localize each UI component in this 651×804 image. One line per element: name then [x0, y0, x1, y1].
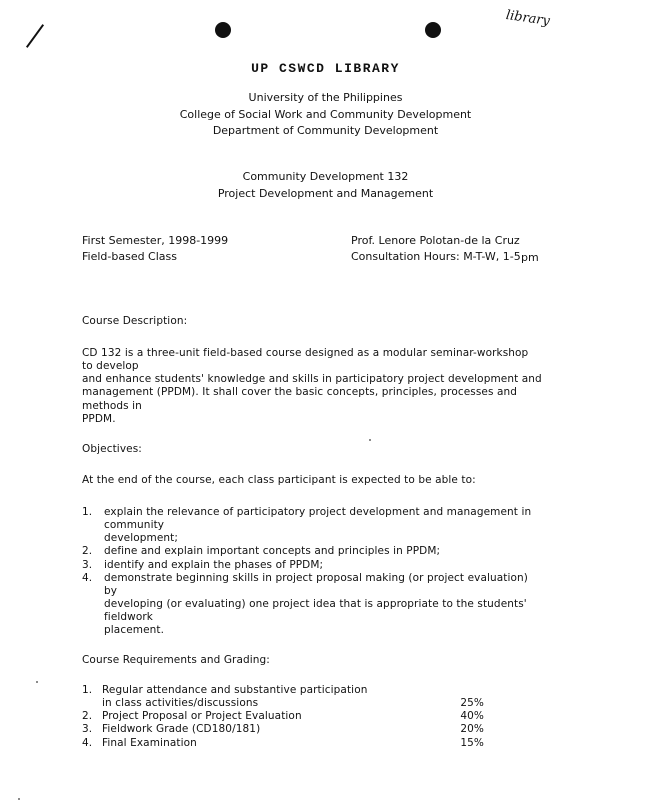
list-text [104, 506, 542, 545]
list-text [104, 572, 542, 638]
list-line: placement. [104, 624, 165, 637]
grade-line: Regular attendance and substantive participation [102, 684, 368, 696]
list-line: identify and explain the phases of PPDM; [104, 558, 324, 571]
speck-mark [369, 439, 371, 441]
table-row [82, 723, 482, 736]
binder-hole-icon [215, 22, 231, 38]
binder-hole-icon [425, 22, 441, 38]
objectives-intro: At the end of the course, each class participant is expected to be able to: [82, 474, 476, 486]
list-item [82, 545, 542, 558]
speck-mark [36, 681, 38, 683]
grade-line: in class activities/discussions [102, 697, 259, 710]
table-row [82, 684, 482, 710]
requirements-heading: Course Requirements and Grading: [82, 654, 270, 666]
list-item [82, 572, 542, 638]
grade-line: Final Examination [102, 736, 197, 749]
library-stamp: UP CSWCD LIBRARY [251, 61, 400, 76]
class-type: Field-based Class [82, 250, 177, 263]
course-description [82, 347, 542, 426]
table-row [82, 737, 482, 750]
objectives-list [82, 506, 542, 637]
grade-percent: 25% [460, 697, 484, 709]
university-name: University of the Philippines [248, 91, 403, 104]
grade-percent: 40% [460, 710, 484, 723]
grade-number: 2. [82, 710, 93, 723]
course-title: Project Development and Management [217, 187, 434, 200]
description-line: PPDM. [82, 412, 116, 425]
grade-line: Project Proposal or Project Evaluation [102, 710, 302, 723]
grade-number: 4. [82, 736, 93, 749]
grade-label [102, 723, 438, 736]
professor-name: Prof. Lenore Polotan-de la Cruz [351, 234, 520, 247]
consultation-hours-suffix: pm [521, 251, 539, 264]
grade-label [102, 684, 438, 710]
list-item [82, 559, 542, 572]
grade-number: 1. [82, 684, 93, 696]
requirements-list [82, 684, 482, 750]
grade-line: Fieldwork Grade (CD180/181) [102, 723, 261, 736]
pen-mark-icon [26, 24, 44, 48]
list-number: 1. [82, 506, 93, 518]
description-heading: Course Description: [82, 315, 188, 327]
list-text [104, 545, 542, 558]
list-line: development; [104, 532, 179, 545]
objectives-heading: Objectives: [82, 443, 142, 455]
list-number: 4. [82, 571, 93, 584]
college-name: College of Social Work and Community Development [179, 108, 472, 121]
list-line: define and explain important concepts and principles in PPDM; [104, 545, 441, 558]
grade-label [102, 710, 438, 723]
department-name: Department of Community Development [212, 124, 439, 137]
grade-number: 3. [82, 723, 93, 736]
handwritten-note: library [504, 8, 551, 30]
list-item [82, 506, 542, 545]
consultation-hours: Consultation Hours: M-T-W, 1-5 [351, 250, 521, 263]
list-number: 3. [82, 558, 93, 571]
description-line: management (PPDM). It shall cover the basic concepts, principles, processes and methods in [82, 386, 518, 412]
course-code: Community Development 132 [242, 170, 409, 183]
list-text [104, 559, 542, 572]
list-line: developing (or evaluating) one project idea that is appropriate to the students' fieldwork [104, 597, 527, 623]
grade-percent: 15% [460, 736, 484, 749]
description-line: CD 132 is a three-unit field-based course designed as a modular seminar-workshop to develop [82, 347, 529, 373]
list-number: 2. [82, 545, 93, 558]
table-row [82, 710, 482, 723]
semester: First Semester, 1998-1999 [82, 234, 229, 247]
list-line: demonstrate beginning skills in project proposal making (or project evaluation) by [104, 571, 528, 597]
grade-percent: 20% [460, 723, 484, 736]
grade-label [102, 737, 438, 750]
description-line: and enhance students' knowledge and skills in participatory project development and [82, 373, 542, 386]
list-line: explain the relevance of participatory project development and management in community [104, 506, 532, 532]
speck-mark [18, 798, 20, 800]
